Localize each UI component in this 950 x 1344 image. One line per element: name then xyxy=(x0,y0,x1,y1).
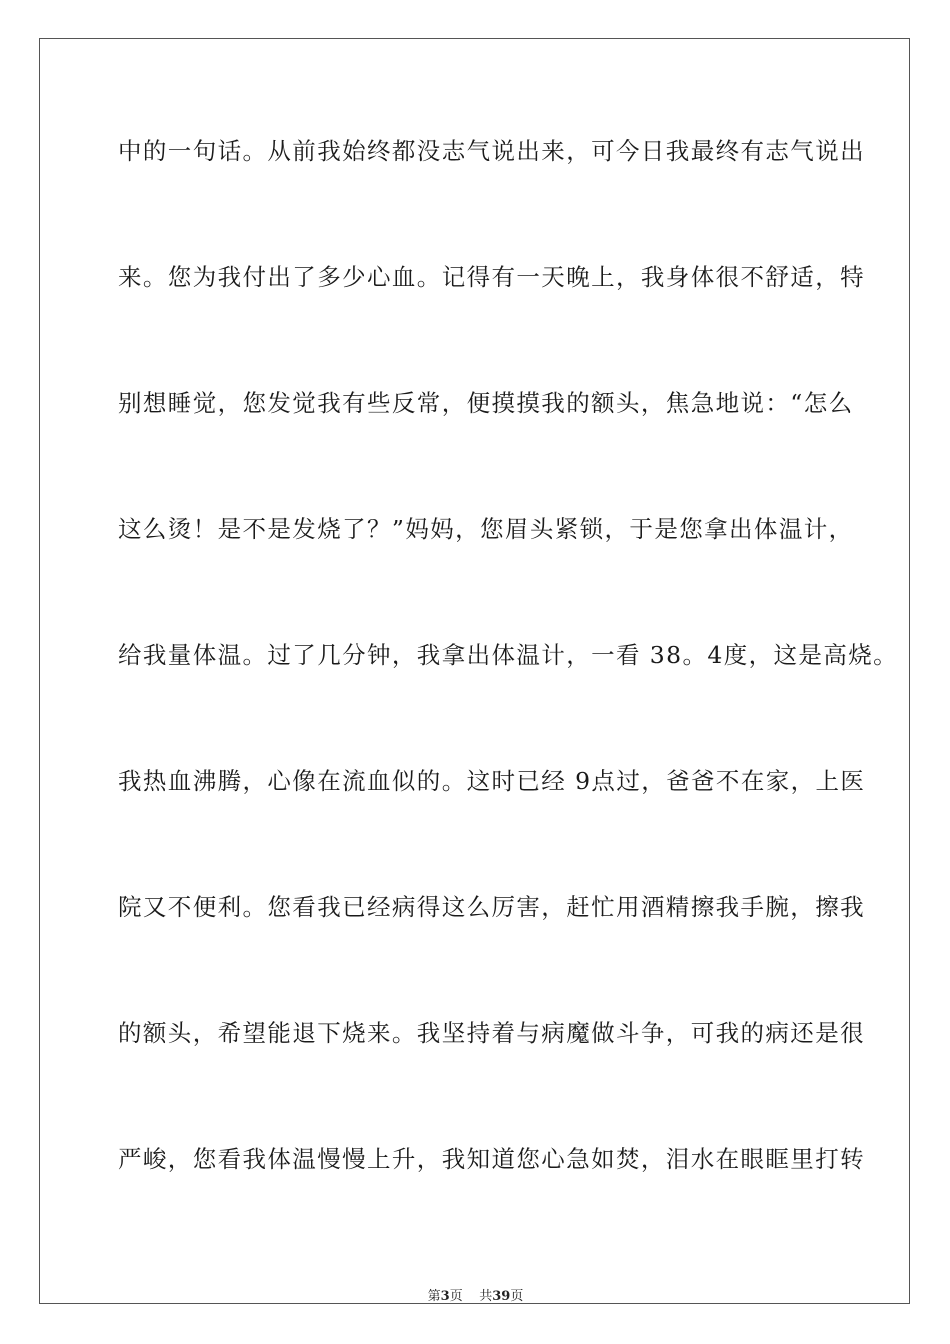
text-line: 中的一句话。从前我始终都没志气说出来，可今日我最终有志气说出 xyxy=(118,137,865,165)
body-text xyxy=(118,131,899,1265)
page-footer xyxy=(40,1285,911,1304)
text-line: 严峻，您看我体温慢慢上升，我知道您心急如焚，泪水在眼眶里打转 xyxy=(118,1145,865,1173)
total-suffix: 页 xyxy=(510,1289,524,1304)
total-prefix: 共 xyxy=(479,1289,493,1304)
page-suffix: 页 xyxy=(449,1289,463,1304)
page-prefix: 第 xyxy=(427,1289,441,1304)
total-pages: 39 xyxy=(492,1289,511,1304)
text-line: 给我量体温。过了几分钟，我拿出体温计，一看 38。4度，这是高烧。 xyxy=(118,641,899,669)
text-line: 来。您为我付出了多少心血。记得有一天晚上，我身体很不舒适，特 xyxy=(118,263,865,291)
page-number: 3 xyxy=(440,1289,450,1304)
text-line: 我热血沸腾，心像在流血似的。这时已经 9点过，爸爸不在家，上医 xyxy=(118,767,866,795)
text-line: 这么烫！是不是发烧了？”妈妈，您眉头紧锁，于是您拿出体温计， xyxy=(118,515,854,543)
text-line: 别想睡觉，您发觉我有些反常，便摸摸我的额头，焦急地说：“怎么 xyxy=(118,389,854,417)
text-line: 院又不便利。您看我已经病得这么厉害，赶忙用酒精擦我手腕，擦我 xyxy=(118,893,865,921)
text-line: 的额头，希望能退下烧来。我坚持着与病魔做斗争，可我的病还是很 xyxy=(118,1019,865,1047)
page-frame xyxy=(39,38,910,1304)
